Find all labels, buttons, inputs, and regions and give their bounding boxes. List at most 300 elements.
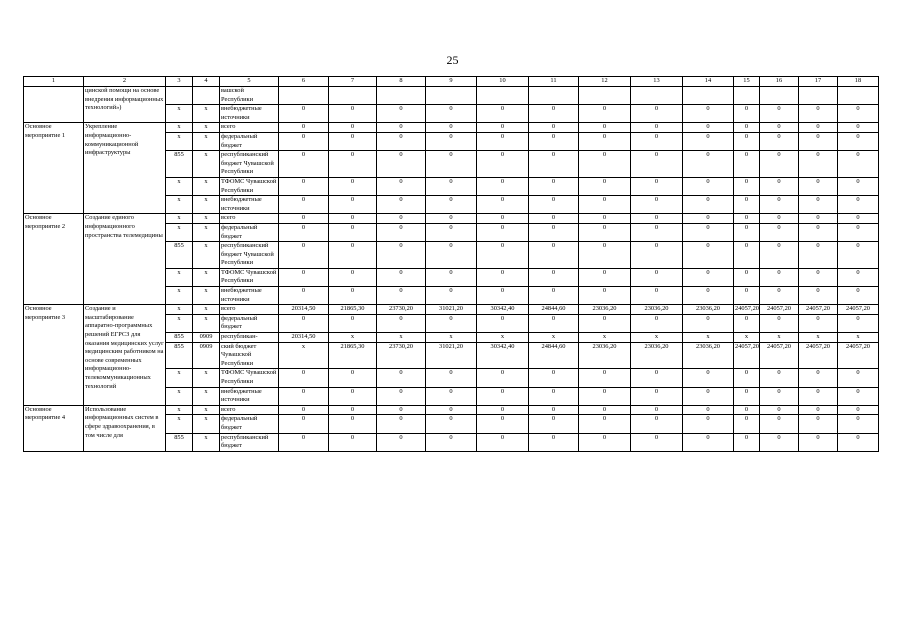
amount-cell: 0 <box>377 132 426 150</box>
amount-cell: 0 <box>377 242 426 269</box>
amount-cell: 0 <box>477 415 529 433</box>
amount-cell: 0 <box>426 214 477 224</box>
section-code: х <box>193 214 220 224</box>
amount-cell: 0 <box>631 105 683 123</box>
amount-cell: 24057,20 <box>734 342 760 369</box>
amount-cell: 0 <box>377 196 426 214</box>
amount-cell <box>477 87 529 105</box>
amount-cell: 0 <box>426 177 477 195</box>
amount-cell: 0 <box>683 287 734 305</box>
grbs-code: х <box>166 132 193 150</box>
amount-cell: 0 <box>838 105 879 123</box>
amount-cell: 0 <box>477 287 529 305</box>
amount-cell: 0 <box>329 151 377 178</box>
grbs-code: 855 <box>166 151 193 178</box>
funding-source: ТФОМС Чувашской Республики <box>220 369 279 387</box>
table-row <box>24 214 879 224</box>
measure-description: Создание и масштабирование аппаратно-программных решений ЕГРСЗ для оказания медицинских услуг медицинским работником на основе современных информационно-телекоммуникационных технологий <box>84 305 166 406</box>
section-code: х <box>193 242 220 269</box>
amount-cell: 24844,60 <box>529 305 579 315</box>
amount-cell: 0 <box>579 405 631 415</box>
amount-cell: 24057,20 <box>734 305 760 315</box>
table-row <box>24 405 879 415</box>
column-header: 16 <box>760 77 799 87</box>
amount-cell: 0 <box>477 405 529 415</box>
amount-cell: 0 <box>799 105 838 123</box>
amount-cell: 0 <box>579 287 631 305</box>
amount-cell: 0 <box>579 214 631 224</box>
amount-cell: х <box>631 333 683 343</box>
amount-cell: 0 <box>683 405 734 415</box>
section-code: х <box>193 369 220 387</box>
funding-source: всего <box>220 405 279 415</box>
amount-cell: 0 <box>683 151 734 178</box>
amount-cell: 24057,20 <box>799 342 838 369</box>
grbs-code: х <box>166 314 193 332</box>
amount-cell: 0 <box>799 177 838 195</box>
funding-source: республиканский бюджет Чувашской Республики <box>220 151 279 178</box>
amount-cell: 0 <box>426 242 477 269</box>
amount-cell: 0 <box>529 433 579 451</box>
amount-cell: 0 <box>760 433 799 451</box>
amount-cell: 0 <box>734 387 760 405</box>
amount-cell: 0 <box>426 405 477 415</box>
section-code: х <box>193 223 220 241</box>
amount-cell: 0 <box>529 123 579 133</box>
section-code: х <box>193 123 220 133</box>
amount-cell: 0 <box>529 177 579 195</box>
amount-cell: 0 <box>377 268 426 286</box>
amount-cell: 0 <box>477 123 529 133</box>
amount-cell: 0 <box>799 151 838 178</box>
amount-cell: 0 <box>799 132 838 150</box>
amount-cell: 0 <box>683 242 734 269</box>
amount-cell: 0 <box>631 132 683 150</box>
amount-cell: 0 <box>329 287 377 305</box>
section-code: 0909 <box>193 333 220 343</box>
grbs-code: х <box>166 105 193 123</box>
amount-cell: 23730,20 <box>377 305 426 315</box>
amount-cell: 0 <box>838 177 879 195</box>
amount-cell: 0 <box>760 387 799 405</box>
amount-cell: 0 <box>377 369 426 387</box>
amount-cell: 0 <box>329 268 377 286</box>
amount-cell: 0 <box>426 132 477 150</box>
amount-cell: 0 <box>279 132 329 150</box>
amount-cell: 0 <box>838 132 879 150</box>
amount-cell: 0 <box>377 151 426 178</box>
amount-cell: 0 <box>377 214 426 224</box>
amount-cell: 0 <box>734 223 760 241</box>
amount-cell: 0 <box>760 223 799 241</box>
amount-cell: 0 <box>329 132 377 150</box>
amount-cell: 0 <box>631 242 683 269</box>
amount-cell: 0 <box>838 223 879 241</box>
amount-cell: 0 <box>734 214 760 224</box>
amount-cell: 0 <box>529 223 579 241</box>
amount-cell: 24057,20 <box>760 342 799 369</box>
amount-cell: 0 <box>426 415 477 433</box>
section-code: х <box>193 405 220 415</box>
amount-cell: 24844,60 <box>529 342 579 369</box>
amount-cell: 0 <box>279 196 329 214</box>
section-code: х <box>193 268 220 286</box>
amount-cell: 0 <box>631 287 683 305</box>
measure-description: Использование информационных систем в сфере здравоохранения, в том числе для <box>84 405 166 451</box>
amount-cell: 0 <box>279 369 329 387</box>
amount-cell: 0 <box>579 132 631 150</box>
column-header: 10 <box>477 77 529 87</box>
amount-cell: 0 <box>529 314 579 332</box>
amount-cell: 0 <box>799 268 838 286</box>
grbs-code: 855 <box>166 333 193 343</box>
amount-cell <box>683 87 734 105</box>
amount-cell: 0 <box>529 105 579 123</box>
amount-cell: х <box>279 342 329 369</box>
amount-cell: 0 <box>683 177 734 195</box>
section-code: х <box>193 387 220 405</box>
amount-cell: 0 <box>477 151 529 178</box>
amount-cell: 0 <box>631 433 683 451</box>
amount-cell: 0 <box>683 387 734 405</box>
amount-cell: 20314,50 <box>279 333 329 343</box>
amount-cell: 0 <box>734 123 760 133</box>
amount-cell: 0 <box>734 196 760 214</box>
amount-cell: 0 <box>760 123 799 133</box>
funding-source: внебюджетные источники <box>220 105 279 123</box>
amount-cell: 0 <box>799 214 838 224</box>
amount-cell: 0 <box>734 151 760 178</box>
amount-cell: 0 <box>477 314 529 332</box>
amount-cell: 0 <box>631 196 683 214</box>
funding-source: вашской Республики <box>220 87 279 105</box>
amount-cell: х <box>426 333 477 343</box>
amount-cell: 0 <box>279 287 329 305</box>
amount-cell: 0 <box>760 287 799 305</box>
funding-source: всего <box>220 305 279 315</box>
amount-cell: 0 <box>760 369 799 387</box>
amount-cell: 0 <box>477 214 529 224</box>
amount-cell: 0 <box>631 268 683 286</box>
amount-cell: 0 <box>631 151 683 178</box>
grbs-code: х <box>166 196 193 214</box>
funding-source: федеральный бюджет <box>220 314 279 332</box>
amount-cell: х <box>683 333 734 343</box>
amount-cell: 0 <box>329 433 377 451</box>
amount-cell: 0 <box>329 314 377 332</box>
amount-cell: 0 <box>838 433 879 451</box>
section-code: х <box>193 177 220 195</box>
measure-description: цинской помощи на основе внедрения информационных технологий») <box>84 87 166 123</box>
amount-cell: х <box>579 333 631 343</box>
grbs-code: х <box>166 123 193 133</box>
amount-cell: 0 <box>377 177 426 195</box>
funding-source: федеральный бюджет <box>220 223 279 241</box>
amount-cell: х <box>377 333 426 343</box>
amount-cell: 0 <box>477 369 529 387</box>
amount-cell: 0 <box>734 369 760 387</box>
grbs-code: х <box>166 268 193 286</box>
funding-source: республиканский бюджет Чувашской Республики <box>220 242 279 269</box>
amount-cell: 0 <box>734 242 760 269</box>
budget-table <box>23 76 879 452</box>
amount-cell: 0 <box>279 387 329 405</box>
amount-cell: 23730,20 <box>377 342 426 369</box>
amount-cell: 0 <box>760 105 799 123</box>
amount-cell: 0 <box>477 196 529 214</box>
amount-cell: 0 <box>838 196 879 214</box>
section-code: х <box>193 415 220 433</box>
amount-cell: х <box>760 333 799 343</box>
amount-cell: 0 <box>426 223 477 241</box>
amount-cell: 0 <box>799 287 838 305</box>
amount-cell: 0 <box>477 105 529 123</box>
amount-cell: 0 <box>329 405 377 415</box>
page-number: 25 <box>446 53 459 67</box>
amount-cell: 0 <box>329 369 377 387</box>
amount-cell: 0 <box>799 314 838 332</box>
table-row <box>24 87 879 105</box>
amount-cell: 0 <box>529 196 579 214</box>
amount-cell: 21865,30 <box>329 342 377 369</box>
grbs-code: х <box>166 223 193 241</box>
section-code: х <box>193 314 220 332</box>
amount-cell: 0 <box>799 433 838 451</box>
amount-cell: 0 <box>734 105 760 123</box>
column-header: 5 <box>220 77 279 87</box>
funding-source: внебюджетные источники <box>220 387 279 405</box>
amount-cell: 0 <box>426 433 477 451</box>
amount-cell: 0 <box>760 314 799 332</box>
amount-cell: 0 <box>529 287 579 305</box>
funding-source: ский бюджет Чувашской Республики <box>220 342 279 369</box>
amount-cell: 0 <box>838 214 879 224</box>
section-code: х <box>193 132 220 150</box>
table-row <box>24 123 879 133</box>
amount-cell: 24057,20 <box>838 342 879 369</box>
amount-cell: 0 <box>838 387 879 405</box>
amount-cell: 0 <box>734 177 760 195</box>
measure-description: Создание единого информационного пространства телемедицины <box>84 214 166 305</box>
amount-cell: 0 <box>760 268 799 286</box>
amount-cell: 0 <box>426 287 477 305</box>
amount-cell: 0 <box>683 196 734 214</box>
amount-cell: 0 <box>579 433 631 451</box>
amount-cell: 0 <box>683 214 734 224</box>
column-header: 1 <box>24 77 84 87</box>
amount-cell: 0 <box>279 223 329 241</box>
amount-cell: х <box>529 333 579 343</box>
section-code: х <box>193 287 220 305</box>
amount-cell: 0 <box>279 405 329 415</box>
grbs-code: х <box>166 214 193 224</box>
grbs-code: х <box>166 387 193 405</box>
amount-cell: 0 <box>579 268 631 286</box>
grbs-code <box>166 87 193 105</box>
grbs-code: 855 <box>166 433 193 451</box>
grbs-code: х <box>166 305 193 315</box>
column-header: 2 <box>84 77 166 87</box>
amount-cell <box>377 87 426 105</box>
amount-cell: х <box>477 333 529 343</box>
section-code: 0909 <box>193 342 220 369</box>
amount-cell: 0 <box>631 214 683 224</box>
amount-cell: 0 <box>426 151 477 178</box>
funding-source: республиканский бюджет <box>220 433 279 451</box>
amount-cell: 0 <box>529 214 579 224</box>
amount-cell: 0 <box>377 387 426 405</box>
amount-cell: 0 <box>426 268 477 286</box>
amount-cell: 0 <box>760 196 799 214</box>
amount-cell <box>799 87 838 105</box>
amount-cell: 0 <box>579 151 631 178</box>
column-header: 14 <box>683 77 734 87</box>
amount-cell: 0 <box>329 177 377 195</box>
measure-name <box>24 87 84 123</box>
amount-cell: 0 <box>579 105 631 123</box>
amount-cell: 0 <box>579 196 631 214</box>
amount-cell: 0 <box>377 433 426 451</box>
amount-cell: 0 <box>579 242 631 269</box>
amount-cell: 23036,20 <box>579 342 631 369</box>
amount-cell: 0 <box>529 132 579 150</box>
amount-cell: 0 <box>579 415 631 433</box>
amount-cell: 30342,40 <box>477 305 529 315</box>
amount-cell: 0 <box>631 415 683 433</box>
amount-cell: 0 <box>579 177 631 195</box>
funding-source: внебюджетные источники <box>220 196 279 214</box>
amount-cell: 0 <box>683 314 734 332</box>
amount-cell: 0 <box>477 433 529 451</box>
amount-cell: 30342,40 <box>477 342 529 369</box>
amount-cell: 0 <box>683 132 734 150</box>
column-header: 3 <box>166 77 193 87</box>
grbs-code: 855 <box>166 342 193 369</box>
amount-cell: 0 <box>683 105 734 123</box>
amount-cell: 0 <box>760 415 799 433</box>
amount-cell: 0 <box>760 242 799 269</box>
amount-cell: 0 <box>329 242 377 269</box>
funding-source: ТФОМС Чувашской Республики <box>220 268 279 286</box>
funding-source: всего <box>220 214 279 224</box>
table-row <box>24 305 879 315</box>
amount-cell: 24057,20 <box>799 305 838 315</box>
amount-cell: 0 <box>477 132 529 150</box>
amount-cell: 0 <box>477 387 529 405</box>
amount-cell: 0 <box>838 369 879 387</box>
section-code: х <box>193 196 220 214</box>
amount-cell: 31021,20 <box>426 342 477 369</box>
amount-cell: 0 <box>631 177 683 195</box>
amount-cell <box>529 87 579 105</box>
measure-name: Основное мероприятие 1 <box>24 123 84 214</box>
amount-cell <box>279 87 329 105</box>
amount-cell: 0 <box>799 242 838 269</box>
amount-cell: 0 <box>377 105 426 123</box>
amount-cell: 0 <box>631 405 683 415</box>
amount-cell: 0 <box>477 242 529 269</box>
grbs-code: х <box>166 369 193 387</box>
section-code: х <box>193 151 220 178</box>
grbs-code: х <box>166 405 193 415</box>
amount-cell: 0 <box>631 123 683 133</box>
amount-cell: 0 <box>631 387 683 405</box>
amount-cell: 0 <box>377 314 426 332</box>
amount-cell: 0 <box>838 287 879 305</box>
amount-cell: 0 <box>683 268 734 286</box>
header-row <box>24 77 879 87</box>
section-code: х <box>193 305 220 315</box>
amount-cell: 0 <box>760 214 799 224</box>
amount-cell: 0 <box>760 151 799 178</box>
measure-name: Основное мероприятие 2 <box>24 214 84 305</box>
amount-cell: 0 <box>426 314 477 332</box>
amount-cell: 0 <box>799 196 838 214</box>
amount-cell: 23036,20 <box>631 305 683 315</box>
amount-cell <box>760 87 799 105</box>
amount-cell: 0 <box>377 415 426 433</box>
measure-name: Основное мероприятие 3 <box>24 305 84 406</box>
column-header: 11 <box>529 77 579 87</box>
amount-cell: 0 <box>279 105 329 123</box>
amount-cell: 0 <box>579 369 631 387</box>
amount-cell: 0 <box>279 314 329 332</box>
amount-cell <box>631 87 683 105</box>
column-header: 13 <box>631 77 683 87</box>
amount-cell: 23036,20 <box>683 305 734 315</box>
column-header: 9 <box>426 77 477 87</box>
funding-source: ТФОМС Чувашской Республики <box>220 177 279 195</box>
amount-cell: 0 <box>631 369 683 387</box>
amount-cell: 0 <box>683 433 734 451</box>
amount-cell: 0 <box>426 105 477 123</box>
grbs-code: х <box>166 287 193 305</box>
section-code: х <box>193 433 220 451</box>
amount-cell: 0 <box>838 314 879 332</box>
amount-cell: 0 <box>426 387 477 405</box>
amount-cell: 0 <box>838 268 879 286</box>
amount-cell: 0 <box>529 268 579 286</box>
amount-cell: 24057,20 <box>760 305 799 315</box>
funding-source: внебюджетные источники <box>220 287 279 305</box>
amount-cell: 0 <box>329 387 377 405</box>
amount-cell: 23036,20 <box>631 342 683 369</box>
amount-cell: 0 <box>377 287 426 305</box>
amount-cell: 0 <box>683 415 734 433</box>
amount-cell: 23036,20 <box>579 305 631 315</box>
column-header: 8 <box>377 77 426 87</box>
amount-cell: 0 <box>579 387 631 405</box>
amount-cell: 31021,20 <box>426 305 477 315</box>
amount-cell: 0 <box>377 405 426 415</box>
amount-cell: 0 <box>477 223 529 241</box>
amount-cell: 0 <box>799 123 838 133</box>
amount-cell: 0 <box>799 369 838 387</box>
amount-cell <box>734 87 760 105</box>
funding-source: федеральный бюджет <box>220 415 279 433</box>
amount-cell: 0 <box>279 177 329 195</box>
funding-source: республикан- <box>220 333 279 343</box>
amount-cell: 0 <box>683 369 734 387</box>
amount-cell: 0 <box>329 123 377 133</box>
amount-cell: 20314,50 <box>279 305 329 315</box>
amount-cell: 0 <box>683 223 734 241</box>
amount-cell: 0 <box>838 123 879 133</box>
amount-cell <box>579 87 631 105</box>
amount-cell: 0 <box>579 123 631 133</box>
column-header: 12 <box>579 77 631 87</box>
amount-cell: 0 <box>529 405 579 415</box>
